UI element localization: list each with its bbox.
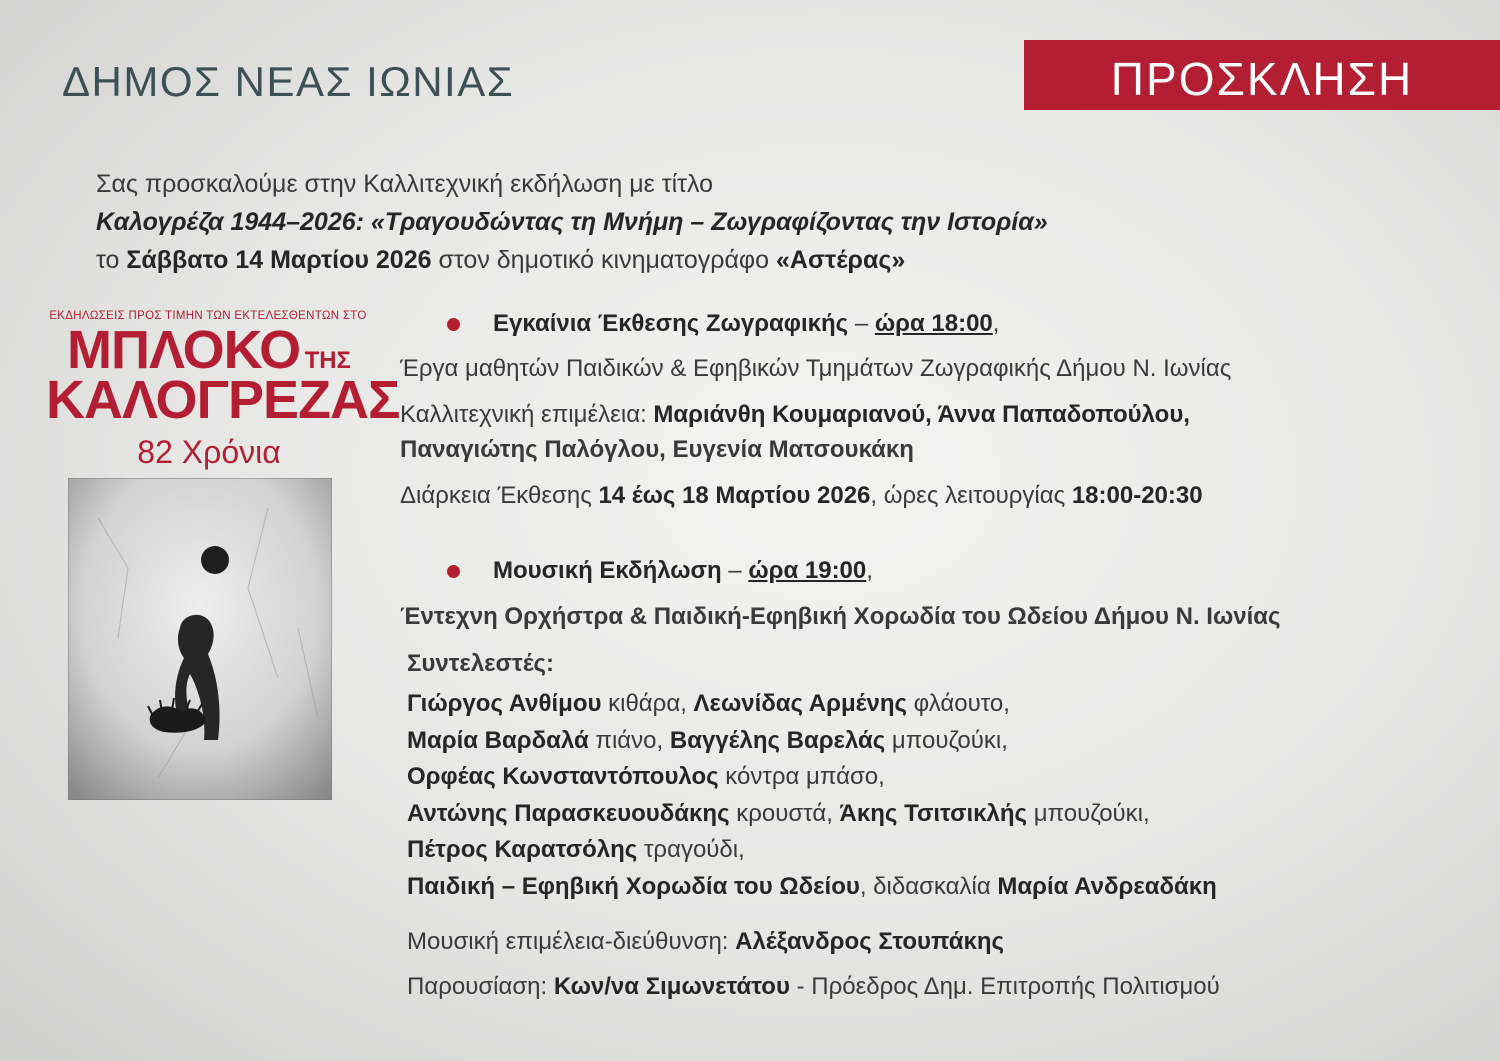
credit-row [407,869,1217,906]
invitation-banner [1024,40,1500,110]
poster-years: 82 Χρόνια [137,434,281,470]
credit-row [407,723,1217,760]
event-date: Σάββατο 14 Μαρτίου 2026 [126,246,432,274]
direction-line [407,928,1004,956]
credit-name: Αντώνης Παρασκευουδάκης [407,799,730,827]
credit-name: Λεωνίδας Αρμένης [693,690,907,717]
director-name: Αλέξανδρος Στουπάκης [735,928,1004,955]
credit-name: Ορφέας Κωνσταντόπουλος [407,763,719,790]
direction-label: Μουσική επιμέλεια-διεύθυνση: [407,928,736,955]
intro-line-3 [96,241,1048,279]
exhibition-comma: , [992,310,1000,337]
opening-hours: 18:00-20:30 [1071,482,1203,509]
credit-role: φλάουτο, [906,690,1010,717]
exhibition-duration-line [400,482,1203,510]
concert-comma: , [866,557,873,584]
credits-list [407,686,1217,905]
invitation-label: ΠΡΟΣΚΛΗΣΗ [1110,53,1414,105]
credit-row [407,796,1217,833]
poster-title-word: ΜΠΛΟΚΟ [67,320,301,380]
host-role: - Πρόεδρος Δημ. Επιτροπής Πολιτισμού [789,973,1220,1000]
poster-title-article: ΤΗΣ [304,347,351,374]
exhibition-heading-line [493,310,999,338]
credit-name: Βαγγέλης Βαρελάς [669,726,886,754]
intro-line-1: Σας προσκαλούμε στην Καλλιτεχνική εκδήλωση με τίτλο [96,170,714,198]
poster-title-line-2: ΚΑΛΟΓΡΕΖΑΣ [46,370,400,430]
concert-heading-line [493,557,873,585]
poster-kicker: ΕΚΔΗΛΩΣΕΙΣ ΠΡΟΣ ΤΙΜΗΝ ΤΩΝ ΕΚΤΕΛΕΣΘΕΝΤΩΝ ΣΤΟ [49,310,367,322]
credit-role: κρουστά, [729,799,840,827]
credits-label: Συντελεστές: [407,650,554,677]
host-label: Παρουσίαση: [407,973,554,1000]
duration-dates: 14 έως 18 Μαρτίου 2026 [598,482,871,509]
curators-2: Παναγιώτης Παλόγλου, Ευγενία Ματσουκάκη [400,436,914,463]
credit-name: Γιώργος Ανθίμου [407,690,602,717]
intro-pre: το [96,246,127,274]
exhibition-heading: Εγκαίνια Έκθεσης Ζωγραφικής [493,310,849,337]
moon-icon [201,546,229,574]
bullet-icon [447,565,460,578]
concert-dash: – [721,557,749,584]
concert-time: ώρα 19:00 [748,557,867,584]
credit-role: κόντρα μπάσο, [718,763,885,790]
credit-name: Μαρία Βαρδαλά [407,726,589,754]
credit-name: Πέτρος Καρατσόλης [407,836,638,863]
credit-role: πιάνο, [588,726,670,754]
duration-label: Διάρκεια Έκθεσης [400,482,599,509]
credit-role: μπουζούκι, [885,726,1008,754]
credit-row [407,686,1217,723]
credit-name: Μαρία Ανδρεαδάκη [997,872,1217,900]
credit-role: τραγούδι, [637,836,745,863]
curation-label: Καλλιτεχνική επιμέλεια: [400,401,654,428]
host-name: Κων/να Σιμωνετάτου [553,973,790,1000]
host-line [407,973,1220,1001]
event-title: Καλογρέζα 1944–2026: «Τραγουδώντας τη Μνήμη – Ζωγραφίζοντας την Ιστορία» [96,208,1048,236]
credit-role: κιθάρα, [601,690,694,717]
credit-role: , διδασκαλία [859,872,998,900]
intro-mid: στον δημοτικό κινηματογράφο [431,246,776,274]
credit-name: Παιδική – Εφηβική Χορωδία του Ωδείου [407,872,860,900]
concert-heading: Μουσική Εκδήλωση [493,557,722,584]
exhibition-time: ώρα 18:00 [874,310,993,337]
poster-artwork [68,478,332,800]
credit-role: μπουζούκι, [1027,799,1150,827]
exhibition-curation-line [400,401,1190,429]
credit-row [407,832,1217,869]
curators-1: Μαριάνθη Κουμαριανού, Άννα Παπαδοπούλου, [653,401,1190,428]
credit-row [407,759,1217,796]
hours-label: , ώρες λειτουργίας [870,482,1072,509]
bullet-icon [447,318,460,331]
exhibition-dash: – [848,310,875,337]
event-venue: «Αστέρας» [776,246,906,274]
organization-title: ΔΗΜΟΣ ΝΕΑΣ ΙΩΝΙΑΣ [62,58,515,105]
intro-text [96,165,1048,279]
exhibition-works: Έργα μαθητών Παιδικών & Εφηβικών Τμημάτων Ζωγραφικής Δήμου Ν. Ιωνίας [400,355,1232,382]
concert-ensemble: Έντεχνη Ορχήστρα & Παιδική-Εφηβική Χορωδία του Ωδείου Δήμου Ν. Ιωνίας [400,603,1281,630]
credit-name: Άκης Τσιτσικλής [839,799,1028,827]
